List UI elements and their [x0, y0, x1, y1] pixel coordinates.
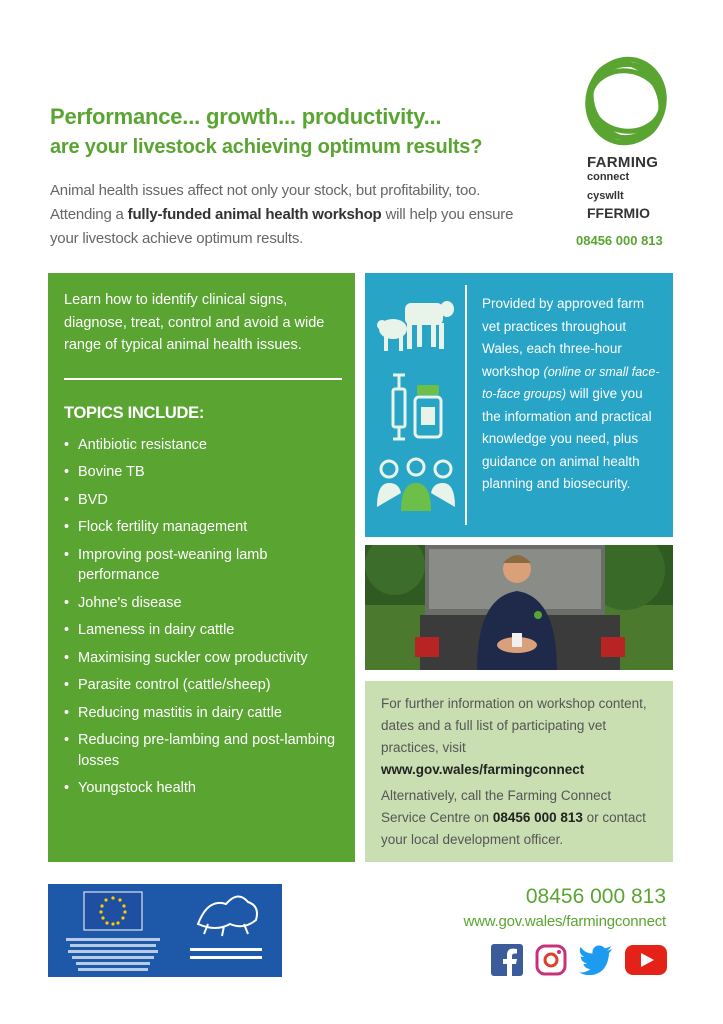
topics-list — [64, 435, 339, 799]
workshop-description: Provided by approved farm vet practices throughout Wales, each three-hour workshop (online or small face-to-face groups) will give you the information and practical knowledge you need, plus guidance on animal health planning and biosecurity. — [482, 296, 660, 491]
list-item: • Reducing pre-lambing and post-lambing losses — [64, 730, 339, 771]
logo-text-farming: FARMING — [587, 154, 659, 171]
panel-divider — [64, 378, 342, 380]
cattle-sheep-icon — [377, 295, 455, 360]
list-item: • Bovine TB — [64, 462, 339, 483]
panel-divider — [465, 285, 467, 525]
list-item: • Flock fertility management — [64, 517, 339, 538]
social-links — [491, 944, 667, 981]
list-item: • Parasite control (cattle/sheep) — [64, 675, 339, 696]
funding-logos — [48, 884, 282, 977]
list-item: • Maximising suckler cow productivity — [64, 648, 339, 669]
list-item: • Improving post-weaning lamb performance — [64, 545, 339, 586]
farming-connect-logo — [573, 50, 683, 255]
facebook-icon[interactable] — [491, 944, 523, 981]
page-subtitle: are your livestock achieving optimum results? — [50, 136, 483, 158]
footer-website[interactable]: www.gov.wales/farmingconnect — [463, 913, 666, 930]
farmer-photo — [365, 545, 673, 670]
medicine-icon — [387, 371, 445, 448]
topics-title: TOPICS INCLUDE: — [64, 403, 205, 422]
list-item: • Johne's disease — [64, 593, 339, 614]
topics-panel — [48, 273, 355, 862]
workshop-format-note: (online or small face-to-face groups) — [482, 364, 660, 401]
swirl-logo-icon — [576, 52, 676, 150]
page-title: Performance... growth... productivity... — [50, 104, 442, 129]
further-info-panel — [365, 681, 673, 862]
youtube-icon[interactable] — [625, 945, 667, 980]
list-item: • Lameness in dairy cattle — [64, 620, 339, 641]
list-item: • BVD — [64, 490, 339, 511]
workshop-info-panel — [365, 273, 673, 537]
intro-bold: fully-funded animal health workshop — [127, 206, 382, 223]
footer-phone[interactable]: 08456 000 813 — [525, 885, 666, 908]
instagram-icon[interactable] — [535, 944, 567, 981]
website-link[interactable]: www.gov.wales/farmingconnect — [381, 762, 585, 777]
info-paragraph: For further information on workshop content, dates and a full list of participating vet practices, visit www.gov.wales/farmingconnect — [381, 696, 647, 777]
list-item: • Reducing mastitis in dairy cattle — [64, 703, 339, 724]
logo-text-cyswllt: cyswllt — [587, 190, 624, 202]
info-paragraph: Alternatively, call the Farming Connect Service Centre on 08456 000 813 or contact your local development officer. — [381, 788, 646, 847]
logo-phone[interactable]: 08456 000 813 — [576, 233, 663, 248]
group-icon — [375, 457, 457, 520]
eu-flag-icon — [84, 892, 142, 930]
logo-text-connect: connect — [587, 171, 630, 183]
list-item: • Youngstock health — [64, 778, 339, 799]
twitter-icon[interactable] — [579, 945, 613, 980]
intro-text: Animal health issues affect not only your stock, but profitability, too. Attending a fully-funded animal health workshop will help you ensure your livestock achieve optimum results. — [50, 182, 514, 247]
list-item: • Antibiotic resistance — [64, 435, 339, 456]
logo-text-ffermio: FFERMIO — [587, 205, 650, 221]
topics-lead-text: Learn how to identify clinical signs, diagnose, treat, control and avoid a wide range of typical animal health issues. — [64, 292, 325, 353]
service-centre-phone[interactable]: 08456 000 813 — [492, 810, 583, 825]
